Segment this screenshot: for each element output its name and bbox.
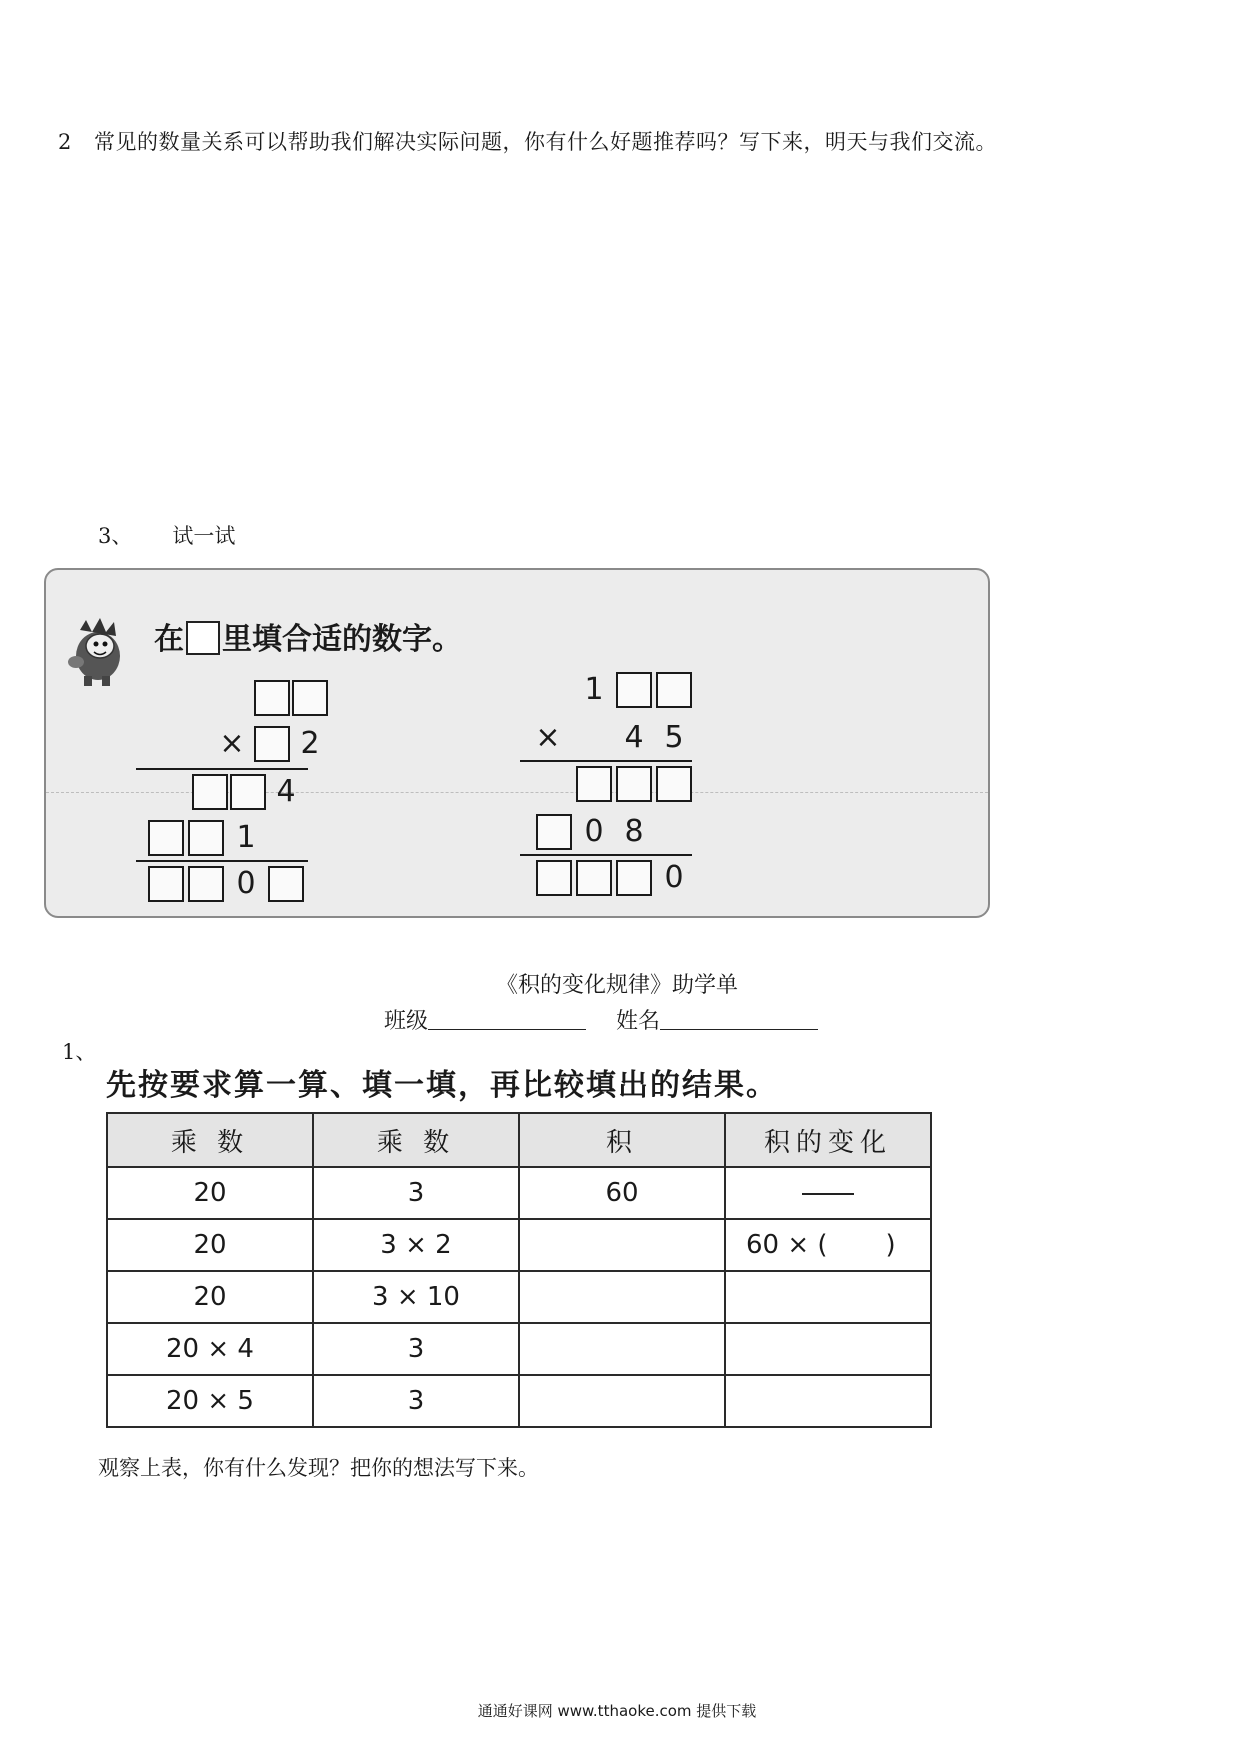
table-row xyxy=(107,1271,931,1323)
multiplier-digit: 2 xyxy=(300,726,320,761)
factor-b-cell: 3 × 10 xyxy=(313,1271,519,1323)
change-cell[interactable] xyxy=(725,1375,931,1427)
change-cell[interactable] xyxy=(725,1323,931,1375)
factor-a-cell: 20 xyxy=(107,1219,313,1271)
times-sign: × xyxy=(219,726,245,761)
worksheet-title: 《积的变化规律》助学单 xyxy=(495,973,738,998)
factor-a-cell: 20 xyxy=(107,1271,313,1323)
answer-box[interactable] xyxy=(188,820,224,856)
question-2-number: 2 xyxy=(58,130,72,154)
product-cell[interactable] xyxy=(519,1323,725,1375)
product-cell[interactable] xyxy=(519,1271,725,1323)
instruction-prefix: 在 xyxy=(154,622,184,657)
question-3-label: 试一试 xyxy=(172,524,236,548)
left-multiplication xyxy=(46,570,466,916)
exercise-panel xyxy=(44,568,990,918)
times-sign: × xyxy=(535,720,561,755)
answer-box[interactable] xyxy=(192,774,228,810)
instruction-suffix: 里填合适的数字。 xyxy=(222,622,462,657)
question-3-number: 3、 xyxy=(98,524,133,548)
change-cell[interactable] xyxy=(725,1271,931,1323)
factor-a-cell: 20 × 4 xyxy=(107,1323,313,1375)
partial-product-digit: 0 xyxy=(584,814,604,849)
product-line xyxy=(136,768,308,770)
dash-mark xyxy=(802,1193,854,1195)
answer-box[interactable] xyxy=(536,814,572,850)
result-digit: 0 xyxy=(236,866,256,901)
student-info-line xyxy=(384,1004,818,1035)
class-blank[interactable] xyxy=(428,1009,586,1030)
partial-product-digit: 8 xyxy=(624,814,644,849)
answer-box[interactable] xyxy=(576,766,612,802)
change-cell[interactable] xyxy=(725,1219,931,1271)
answer-box[interactable] xyxy=(254,680,290,716)
answer-box[interactable] xyxy=(292,680,328,716)
factor-b-cell: 3 × 2 xyxy=(313,1219,519,1271)
product-cell: 60 xyxy=(519,1167,725,1219)
partial-product-digit: 4 xyxy=(276,774,296,809)
answer-box[interactable] xyxy=(268,866,304,902)
change-suffix: ) xyxy=(885,1230,896,1260)
answer-box[interactable] xyxy=(230,774,266,810)
answer-box[interactable] xyxy=(616,860,652,896)
factor-b-cell: 3 xyxy=(313,1167,519,1219)
multiplication-table xyxy=(106,1112,932,1428)
factor-a-cell: 20 × 5 xyxy=(107,1375,313,1427)
table-row xyxy=(107,1167,931,1219)
column-header: 乘 数 xyxy=(313,1113,519,1167)
observation-prompt: 观察上表，你有什么发现？把你的想法写下来。 xyxy=(98,1456,539,1480)
class-label: 班级 xyxy=(384,1009,429,1034)
answer-box[interactable] xyxy=(148,866,184,902)
question-1-instruction: 先按要求算一算、填一填，再比较填出的结果。 xyxy=(106,1068,778,1103)
multiplier-digit: 5 xyxy=(664,720,684,755)
name-blank[interactable] xyxy=(660,1009,818,1030)
answer-box[interactable] xyxy=(576,860,612,896)
factor-b-cell: 3 xyxy=(313,1323,519,1375)
question-1-number: 1、 xyxy=(62,1040,97,1064)
question-3 xyxy=(98,520,235,550)
sum-line xyxy=(136,860,308,862)
answer-box[interactable] xyxy=(254,726,290,762)
factor-b-cell: 3 xyxy=(313,1375,519,1427)
table-header-row xyxy=(107,1113,931,1167)
factor-a-cell: 20 xyxy=(107,1167,313,1219)
table-row xyxy=(107,1323,931,1375)
answer-box[interactable] xyxy=(536,860,572,896)
multiplicand-digit: 1 xyxy=(584,672,604,707)
answer-box[interactable] xyxy=(616,766,652,802)
column-header: 积的变化 xyxy=(725,1113,931,1167)
name-label: 姓名 xyxy=(616,1009,661,1034)
answer-box[interactable] xyxy=(148,820,184,856)
question-2-text: 常见的数量关系可以帮助我们解决实际问题，你有什么好题推荐吗？写下来，明天与我们交流。 xyxy=(94,130,997,154)
change-prefix: 60 × ( xyxy=(746,1230,828,1260)
answer-box[interactable] xyxy=(656,672,692,708)
product-line xyxy=(520,760,692,762)
change-cell xyxy=(725,1167,931,1219)
answer-box[interactable] xyxy=(656,766,692,802)
column-header: 积 xyxy=(519,1113,725,1167)
answer-box[interactable] xyxy=(616,672,652,708)
product-cell[interactable] xyxy=(519,1219,725,1271)
table-row xyxy=(107,1219,931,1271)
partial-product-digit: 1 xyxy=(236,820,256,855)
sum-line xyxy=(520,854,692,856)
result-digit: 0 xyxy=(664,860,684,895)
multiplier-digit: 4 xyxy=(624,720,644,755)
table-row xyxy=(107,1375,931,1427)
footer-credit: 通通好课网 www.tthaoke.com 提供下载 xyxy=(477,1702,757,1720)
column-header: 乘 数 xyxy=(107,1113,313,1167)
question-2 xyxy=(58,126,997,156)
answer-box[interactable] xyxy=(188,866,224,902)
right-multiplication xyxy=(466,570,986,916)
product-cell[interactable] xyxy=(519,1375,725,1427)
